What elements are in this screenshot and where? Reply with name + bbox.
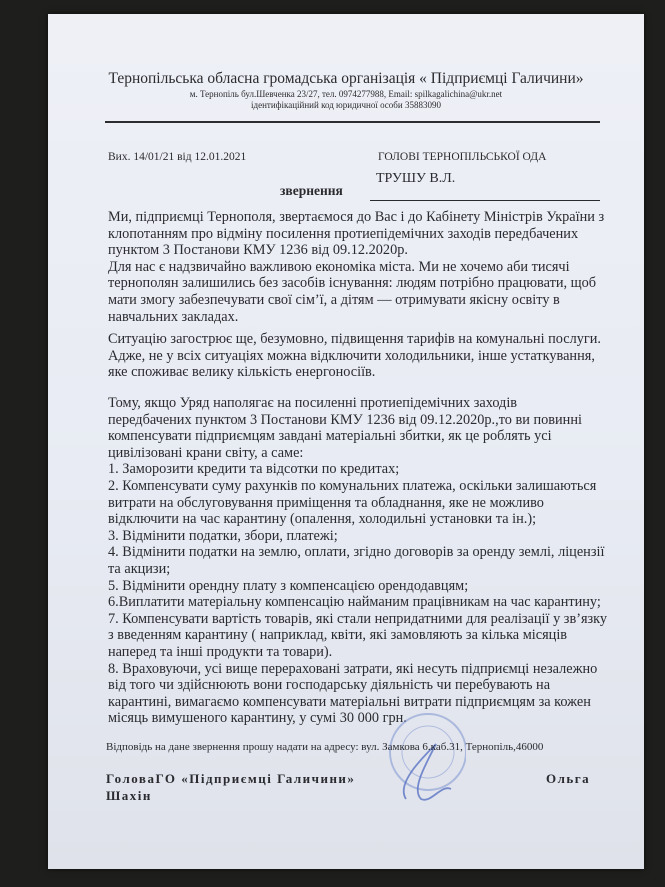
list-item: 4. Відмінити податки на землю, оплати, згідно договорів за оренду землі, ліцензії <box>108 544 605 561</box>
text-line: місяць вимушеного карантину, у сумі 30 000 грн. <box>108 710 407 727</box>
text-line: Для нас є надзвичайно важливою економіка міста. Ми не хочемо аби тисячі <box>108 258 570 275</box>
text-line: Ми, підприємці Тернополя, звертаємося до Вас і до Кабінету Міністрів України з <box>108 209 605 225</box>
list-item: 6.Виплатити матеріальну компенсацію найманим працівникам на час карантину; <box>108 594 601 611</box>
paragraph-1 <box>108 209 604 325</box>
list-item: 3. Відмінити податки, збори, платежі; <box>108 527 338 544</box>
text-line: навчальних закладах. <box>108 308 239 325</box>
text-line: цивілізовані крани світу, а саме: <box>108 444 304 461</box>
text-line: відключити на час карантину (опалення, холодильні установки та ін.); <box>108 511 537 528</box>
doc-title: звернення <box>280 183 343 198</box>
text-line: компенсувати підприємцям завдані матеріальні збитки, як це роблять усі <box>108 428 552 445</box>
text-line: з введенням карантину ( наприклад, квіти, які замовляють за кілька місяців <box>108 627 568 644</box>
recipient-divider <box>370 200 600 201</box>
text-line: пунктом 3 Постанови КМУ 1236 від 09.12.2020р. <box>108 242 408 259</box>
org-address: м. Тернопіль бул.Шевченка 23/27, тел. 0974277988, Email: spilkagalichina@ukr.net <box>189 89 503 99</box>
recipient-line2: ТРУШУ В.Л. <box>376 171 456 186</box>
stamp-signature-icon <box>366 704 466 814</box>
paragraph-2 <box>108 331 601 381</box>
text-line: передбачених пунктом 3 Постанови КМУ 1236 від 09.12.2020р.,то ви повинні <box>108 411 582 428</box>
text-line: яке споживає велику кількість енергоносіїв. <box>108 364 376 381</box>
signer-surname: Шахін <box>106 788 152 803</box>
text-line: мати змогу забезпечувати свої сім’ї, а дітям — отримувати якісну освіту в <box>108 291 560 308</box>
org-id-code: ідентифікаційний код юридичної особи 35883090 <box>251 100 441 110</box>
reply-address: Відповідь на дане звернення прошу надати на адресу: вул. Замкова 6.каб.31, Тернопіль,46000 <box>106 741 544 753</box>
text-line: тернополян залишились без засобів існування: людям потрібно працювати, щоб <box>108 275 597 292</box>
list-item: 7. Компенсувати вартість товарів, які стали непридатними для реалізації у зв’язку <box>108 610 608 627</box>
paragraph-3 <box>108 395 607 727</box>
text-line: Тому, якщо Уряд наполягає на посиленні протиепідемічних заходів <box>108 395 518 411</box>
list-item: 8. Враховуючи, усі вище перераховані затрати, які несуть підприємці незалежно <box>108 660 598 677</box>
text-line: та акцизи; <box>108 560 171 577</box>
text-line: наперед та інші продукти та товари). <box>108 643 333 660</box>
text-line: клопотанням про відміну посилення протиепідемічних заходів передбачених <box>108 225 579 242</box>
text-line: карантині, вимагаємо компенсувати матеріальні витрати підприємцям за кожен <box>108 693 591 710</box>
signer-position: ГоловаГО «Підприємці Галичини» <box>106 771 356 786</box>
outgoing-ref: Вих. 14/01/21 від 12.01.2021 <box>108 151 247 163</box>
org-title: Тернопільська обласна громадська організація « Підприємці Галичини» <box>108 70 584 87</box>
list-item: 1. Заморозити кредити та відсотки по кредитах; <box>108 461 400 478</box>
text-line: від того чи здійснюють вони господарську діяльність чи перебувають на <box>108 677 551 694</box>
signer-name: Ольга <box>546 771 591 786</box>
recipient-line1: ГОЛОВІ ТЕРНОПІЛЬСЬКОЇ ОДА <box>378 151 547 163</box>
document-page <box>48 14 644 869</box>
text-line: Адже, не у всіх ситуаціях можна відключити холодильники, інше устаткування, <box>108 347 595 364</box>
list-item: 5. Відмінити орендну плату з компенсацією орендодавцям; <box>108 577 469 594</box>
text-line: витрати на обслуговування приміщення та обладнання, яке не можливо <box>108 494 544 511</box>
text-line: Ситуацію загострює ще, безумовно, підвищення тарифів на комунальні послуги. <box>108 331 601 347</box>
list-item: 2. Компенсувати суму рахунків по комунальних платежа, оскільки залишаються <box>108 477 597 494</box>
header-divider <box>105 121 600 123</box>
